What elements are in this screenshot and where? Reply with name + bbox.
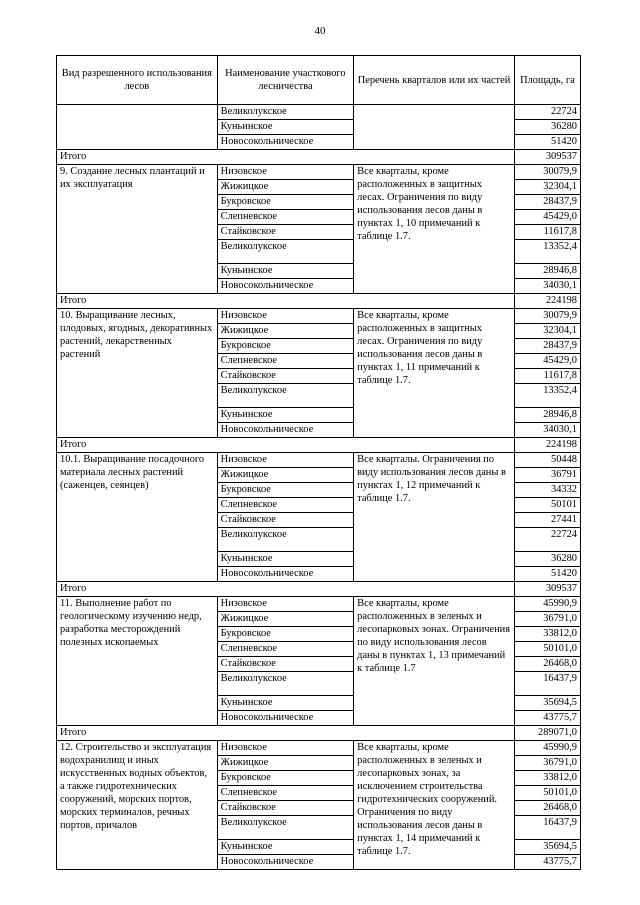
forestry-name: Слепневское — [217, 354, 354, 369]
area-value: 35694,5 — [514, 696, 580, 711]
area-value: 36791 — [514, 468, 580, 483]
area-value: 36280 — [514, 120, 580, 135]
forestry-name: Новосокольническое — [217, 135, 354, 150]
forestry-name: Слепневское — [217, 498, 354, 513]
area-value: 36791,0 — [514, 612, 580, 627]
area-value: 16437,9 — [514, 816, 580, 840]
category-cell: 12. Строительство и эксплуатация водохранилищ и иных искусственных водных объектов, а также гидротехнических сооружений, морских портов, морских терминалов, речных портов, причалов — [57, 741, 218, 870]
total-row — [57, 438, 581, 453]
area-value: 50101,0 — [514, 642, 580, 657]
area-value: 34332 — [514, 483, 580, 498]
forestry-name: Букровское — [217, 483, 354, 498]
forestry-name: Жижицкое — [217, 468, 354, 483]
table-body — [57, 105, 581, 870]
area-value: 50101 — [514, 498, 580, 513]
area-value: 51420 — [514, 135, 580, 150]
area-value: 30079,9 — [514, 165, 580, 180]
total-row — [57, 150, 581, 165]
forestry-name: Низовское — [217, 453, 354, 468]
forestry-name: Низовское — [217, 741, 354, 756]
area-value: 13352,4 — [514, 240, 580, 264]
area-value: 45990,9 — [514, 741, 580, 756]
area-value: 34030,1 — [514, 279, 580, 294]
forestry-name: Букровское — [217, 339, 354, 354]
area-value: 11617,8 — [514, 225, 580, 240]
forestry-name: Букровское — [217, 627, 354, 642]
forestry-name: Стайковское — [217, 369, 354, 384]
forestry-name: Куньинское — [217, 840, 354, 855]
area-value: 32304,1 — [514, 324, 580, 339]
total-row — [57, 582, 581, 597]
total-value: 224198 — [514, 294, 580, 309]
forestry-name: Новосокольническое — [217, 423, 354, 438]
forestry-name: Новосокольническое — [217, 567, 354, 582]
area-value: 43775,7 — [514, 855, 580, 870]
area-value: 13352,4 — [514, 384, 580, 408]
category-cell: 10.1. Выращивание посадочного материала лесных растений (саженцев, сеянцев) — [57, 453, 218, 582]
total-label: Итого — [57, 294, 515, 309]
table-row — [57, 309, 581, 324]
quarters-note: Все кварталы, кроме расположенных в защитных лесах. Ограничения по виду использования лесов даны в пунктах 1, 10 примечаний к таблице 1.7. — [354, 165, 515, 294]
forestry-name: Слепневское — [217, 786, 354, 801]
header-quarters: Перечень кварталов или их частей — [354, 56, 515, 105]
forestry-name: Куньинское — [217, 264, 354, 279]
forestry-name: Куньинское — [217, 120, 354, 135]
category-cell — [57, 105, 218, 150]
total-label: Итого — [57, 582, 515, 597]
forestry-name: Букровское — [217, 771, 354, 786]
forestry-name: Букровское — [217, 195, 354, 210]
forestry-name: Слепневское — [217, 642, 354, 657]
total-label: Итого — [57, 150, 515, 165]
page-number: 40 — [314, 25, 326, 37]
total-label: Итого — [57, 726, 515, 741]
forestry-name: Жижицкое — [217, 612, 354, 627]
quarters-note: Все кварталы, кроме расположенных в зеленых и лесопарковых зонах. Ограничения по виду использования лесов даны в пунктах 1, 13 примечаний к таблице 1.7 — [354, 597, 515, 726]
area-value: 45990,9 — [514, 597, 580, 612]
area-value: 26468,0 — [514, 801, 580, 816]
forestry-name: Низовское — [217, 165, 354, 180]
forestry-name: Низовское — [217, 309, 354, 324]
area-value: 28946,8 — [514, 264, 580, 279]
forest-use-table — [56, 55, 581, 870]
area-value: 36791,0 — [514, 756, 580, 771]
total-value: 309537 — [514, 582, 580, 597]
area-value: 28946,8 — [514, 408, 580, 423]
header-forestry: Наименование участкового лесничества — [217, 56, 354, 105]
forestry-name: Стайковское — [217, 657, 354, 672]
area-value: 22724 — [514, 528, 580, 552]
forestry-name: Куньинское — [217, 696, 354, 711]
area-value: 30079,9 — [514, 309, 580, 324]
forestry-name: Куньинское — [217, 552, 354, 567]
quarters-note: Все кварталы, кроме расположенных в защитных лесах. Ограничения по виду использования лесов даны в пунктах 1, 11 примечаний к таблице 1.7. — [354, 309, 515, 438]
area-value: 32304,1 — [514, 180, 580, 195]
forestry-name: Великолукское — [217, 240, 354, 264]
table-row — [57, 741, 581, 756]
area-value: 36280 — [514, 552, 580, 567]
forestry-name: Жижицкое — [217, 180, 354, 195]
total-value: 289071,0 — [514, 726, 580, 741]
header-area: Площадь, га — [514, 56, 580, 105]
forestry-name: Куньинское — [217, 408, 354, 423]
area-value: 43775,7 — [514, 711, 580, 726]
quarters-note: Все кварталы. Ограничения по виду использования лесов даны в пунктах 1, 12 примечаний к таблице 1.7. — [354, 453, 515, 582]
table-row — [57, 165, 581, 180]
forestry-name: Стайковское — [217, 225, 354, 240]
header-type: Вид разрешенного использования лесов — [57, 56, 218, 105]
forestry-name: Низовское — [217, 597, 354, 612]
table-row — [57, 453, 581, 468]
area-value: 28437,9 — [514, 339, 580, 354]
forestry-name: Великолукское — [217, 105, 354, 120]
total-value: 309537 — [514, 150, 580, 165]
forestry-name: Новосокольническое — [217, 711, 354, 726]
forestry-name: Новосокольническое — [217, 855, 354, 870]
total-value: 224198 — [514, 438, 580, 453]
area-value: 33812,0 — [514, 771, 580, 786]
forestry-name: Великолукское — [217, 816, 354, 840]
area-value: 34030,1 — [514, 423, 580, 438]
total-label: Итого — [57, 438, 515, 453]
forestry-name: Великолукское — [217, 672, 354, 696]
category-cell: 10. Выращивание лесных, плодовых, ягодных, декоративных растений, лекарственных растений — [57, 309, 218, 438]
forestry-name: Новосокольническое — [217, 279, 354, 294]
area-value: 26468,0 — [514, 657, 580, 672]
table-row — [57, 597, 581, 612]
category-cell: 11. Выполнение работ по геологическому изучению недр, разработка месторождений полезных ископаемых — [57, 597, 218, 726]
category-cell: 9. Создание лесных плантаций и их эксплуатация — [57, 165, 218, 294]
forestry-name: Великолукское — [217, 528, 354, 552]
area-value: 11617,8 — [514, 369, 580, 384]
quarters-note: Все кварталы, кроме расположенных в зеленых и лесопарковых зонах, за исключением строительства гидротехнических сооружений. Ограничения по виду использования лесов даны в пунктах 1, 14 примечаний к таблице 1.7. — [354, 741, 515, 870]
area-value: 22724 — [514, 105, 580, 120]
forestry-name: Жижицкое — [217, 756, 354, 771]
area-value: 35694,5 — [514, 840, 580, 855]
area-value: 27441 — [514, 513, 580, 528]
area-value: 45429,0 — [514, 354, 580, 369]
quarters-cell — [354, 105, 515, 150]
forestry-name: Жижицкое — [217, 324, 354, 339]
area-value: 45429,0 — [514, 210, 580, 225]
table-header-row — [57, 56, 581, 105]
forestry-name: Стайковское — [217, 513, 354, 528]
table-row — [57, 105, 581, 120]
area-value: 50101,0 — [514, 786, 580, 801]
total-row — [57, 294, 581, 309]
area-value: 28437,9 — [514, 195, 580, 210]
area-value: 50448 — [514, 453, 580, 468]
area-value: 51420 — [514, 567, 580, 582]
area-value: 33812,0 — [514, 627, 580, 642]
forestry-name: Слепневское — [217, 210, 354, 225]
forestry-name: Стайковское — [217, 801, 354, 816]
total-row — [57, 726, 581, 741]
area-value: 16437,9 — [514, 672, 580, 696]
forestry-name: Великолукское — [217, 384, 354, 408]
